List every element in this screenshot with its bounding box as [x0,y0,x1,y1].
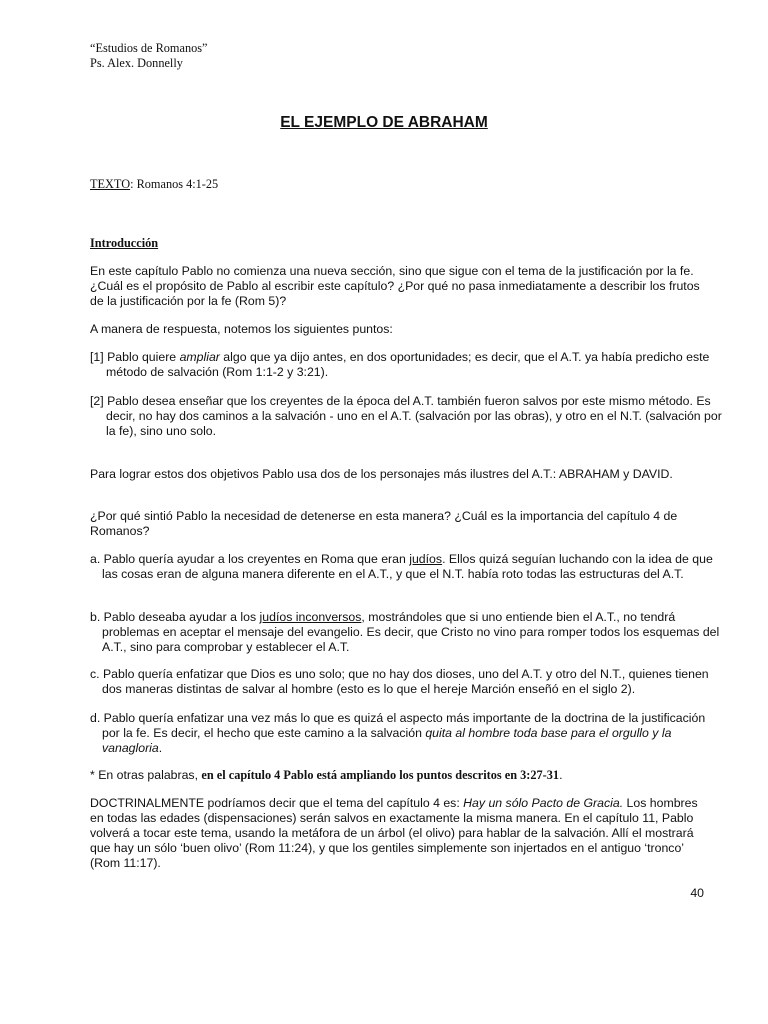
author-name: Ps. Alex. Donnelly [90,56,183,70]
document-header [90,41,208,71]
point-b: b. Pablo deseaba ayudar a los judíos inconversos, mostrándoles que si uno entiende bien el A.T., no tendrá problemas en aceptar el mensaje del evangelio. Es decir, que Cristo no vino para romper todos los esquemas del A.T., sino para comprobar y establecer el A.T. [90,610,720,654]
objectives-paragraph: Para lograr estos dos objetivos Pablo usa dos de los personajes más ilustres del A.T.: ABRAHAM y DAVID. [90,467,673,481]
point-1: [1] Pablo quiere ampliar algo que ya dijo antes, en dos oportunidades; es decir, que el A.T. ya había predicho este método de salvación (Rom 1:1-2 y 3:21). [90,350,710,379]
point-a: a. Pablo quería ayudar a los creyentes en Roma que eran judíos. Ellos quizá seguían luchando con la idea de que las cosas eran de alguna manera diferente en el A.T., y que el N.T. había roto todas las estructuras del A.T. [90,552,713,581]
point-d: d. Pablo quería enfatizar una vez más lo que es quizá el aspecto más importante de la doctrina de la justificación por la fe. Es decir, el hecho que este camino a la salvación quita al hombre toda base para el orgullo y la vanagloria. [90,711,706,755]
series-title: “Estudios de Romanos” [90,41,208,55]
intro-paragraph: En este capítulo Pablo no comienza una nueva sección, sino que sigue con el tema de la justificación por la fe. ¿Cuál es el propósito de Pablo al escribir este capítulo? ¿Por qué no pasa inmediatamente a describir los frutos de la justificación por la fe (Rom 5)? [90,264,700,308]
point-2: [2] Pablo desea enseñar que los creyentes de la época del A.T. también fueron salvos por este mismo método. Es decir, no hay dos caminos a la salvación - uno en el A.T. (salvación por las obras), y otro en el N.T. (salvación por la fe), sino uno solo. [90,394,722,438]
question-paragraph: ¿Por qué sintió Pablo la necesidad de detenerse en esta manera? ¿Cuál es la importancia del capítulo 4 de Romanos? [90,509,678,538]
texto-value: : Romanos 4:1-25 [130,177,219,191]
doctrinal-paragraph: DOCTRINALMENTE podríamos decir que el tema del capítulo 4 es: Hay un sólo Pacto de Gracia. Los hombres en todas las edades (dispensaciones) serán salvos en exactamente la misma manera. En el capítulo 11, Pablo volverá a tocar este tema, usando la metáfora de un árbol (el olivo) para hablar de la salvación. Allí el mostrará que hay un sólo ‘buen olivo’ (Rom 11:24), y que los gentiles simplemente son injertados en el antiguo ‘tronco’ (Rom 11:17). [90,796,698,870]
response-lead: A manera de respuesta, notemos los siguientes puntos: [90,322,393,336]
texto-label: TEXTO [90,177,131,191]
summary-note: * En otras palabras, en el capítulo 4 Pablo está ampliando los puntos descritos en 3:27-31. [90,768,563,782]
point-c: c. Pablo quería enfatizar que Dios es uno solo; que no hay dos dioses, uno del A.T. y otro del N.T., quienes tienen dos maneras distintas de salvar al hombre (esto es lo que el hereje Marción enseñó en el siglo 2). [90,667,709,696]
scripture-reference [90,177,708,192]
page-title: EL EJEMPLO DE ABRAHAM [280,114,488,131]
page-number: 40 [690,886,704,900]
intro-heading: Introducción [90,236,159,250]
